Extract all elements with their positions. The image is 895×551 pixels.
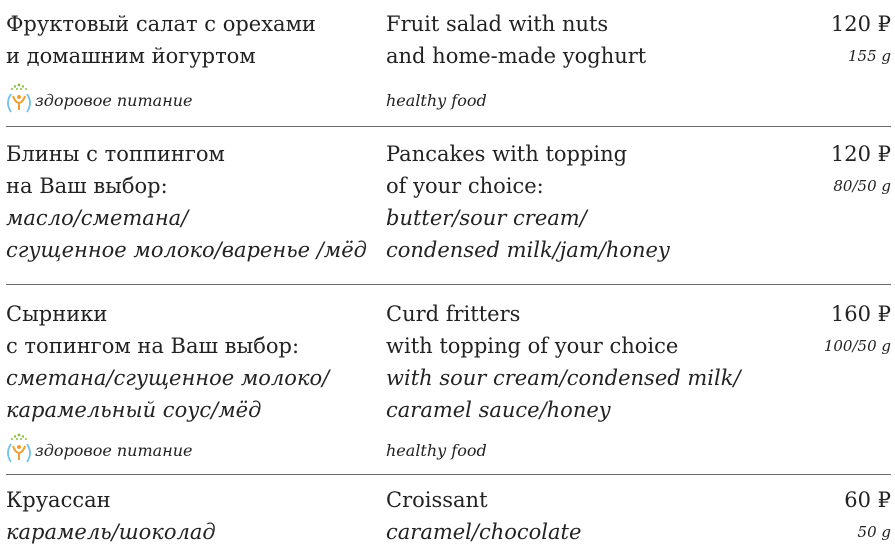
item-name-ru bbox=[6, 138, 367, 266]
item-options-ru: сметана/сгущенное молоко/ bbox=[6, 366, 330, 390]
healthy-tag-ru: здоровое питание bbox=[35, 91, 193, 110]
item-name-ru-line: Фруктовый салат с орехами bbox=[6, 12, 316, 36]
item-weight: 50 g bbox=[857, 523, 891, 541]
item-options-ru: сгущенное молоко/варенье /мёд bbox=[6, 238, 367, 262]
item-name-en-line: Pancakes with topping bbox=[386, 142, 628, 166]
item-price-block bbox=[844, 484, 891, 548]
healthy-food-tag bbox=[0, 432, 895, 466]
item-price: 60 ₽ bbox=[844, 488, 891, 512]
item-name-ru-line: с топингом на Ваш выбор: bbox=[6, 334, 300, 358]
item-name-en bbox=[386, 8, 646, 72]
item-weight: 100/50 g bbox=[823, 337, 891, 355]
item-name-ru-line: Круассан bbox=[6, 488, 111, 512]
item-name-en-line: of your choice: bbox=[386, 174, 544, 198]
item-price-block bbox=[824, 298, 891, 362]
item-options-en: caramel/chocolate bbox=[386, 520, 582, 544]
item-name-en bbox=[386, 484, 581, 548]
divider bbox=[6, 126, 891, 127]
item-options-en: caramel sauce/honey bbox=[386, 398, 611, 422]
item-options-ru: карамель/шоколад bbox=[6, 520, 216, 544]
item-name-en-line: Fruit salad with nuts bbox=[386, 12, 609, 36]
item-price: 120 ₽ bbox=[830, 12, 891, 36]
item-name-ru-line: Сырники bbox=[6, 302, 108, 326]
item-name-en-line: Curd fritters bbox=[386, 302, 521, 326]
divider bbox=[6, 474, 891, 475]
item-price-block bbox=[831, 8, 891, 72]
item-name-ru-line: и домашним йогуртом bbox=[6, 44, 256, 68]
healthy-tag-en: healthy food bbox=[386, 441, 487, 460]
item-name-en-line: with topping of your choice bbox=[386, 334, 679, 358]
item-price: 120 ₽ bbox=[830, 142, 891, 166]
item-name-ru bbox=[6, 8, 316, 72]
item-price-block bbox=[831, 138, 891, 202]
item-name-ru-line: на Ваш выбор: bbox=[6, 174, 168, 198]
item-weight: 80/50 g bbox=[833, 177, 891, 195]
item-name-en-line: Croissant bbox=[386, 488, 488, 512]
healthy-food-tag bbox=[0, 82, 895, 116]
item-name-en bbox=[386, 138, 670, 266]
healthy-food-icon bbox=[6, 82, 32, 114]
item-price: 160 ₽ bbox=[830, 302, 891, 326]
healthy-tag-ru: здоровое питание bbox=[35, 441, 193, 460]
item-name-ru bbox=[6, 298, 329, 426]
item-name-ru bbox=[6, 484, 216, 548]
item-options-en: condensed milk/jam/honey bbox=[386, 238, 670, 262]
item-name-en-line: and home-made yoghurt bbox=[386, 44, 647, 68]
item-options-en: butter/sour cream/ bbox=[386, 206, 587, 230]
divider bbox=[6, 284, 891, 285]
item-options-ru: карамельный соус/мёд bbox=[6, 398, 262, 422]
item-name-ru-line: Блины с топпингом bbox=[6, 142, 225, 166]
healthy-food-icon bbox=[6, 432, 32, 464]
healthy-tag-en: healthy food bbox=[386, 91, 487, 110]
item-name-en bbox=[386, 298, 741, 426]
item-options-en: with sour cream/condensed milk/ bbox=[386, 366, 741, 390]
item-weight: 155 g bbox=[847, 47, 891, 65]
item-options-ru: масло/сметана/ bbox=[6, 206, 189, 230]
